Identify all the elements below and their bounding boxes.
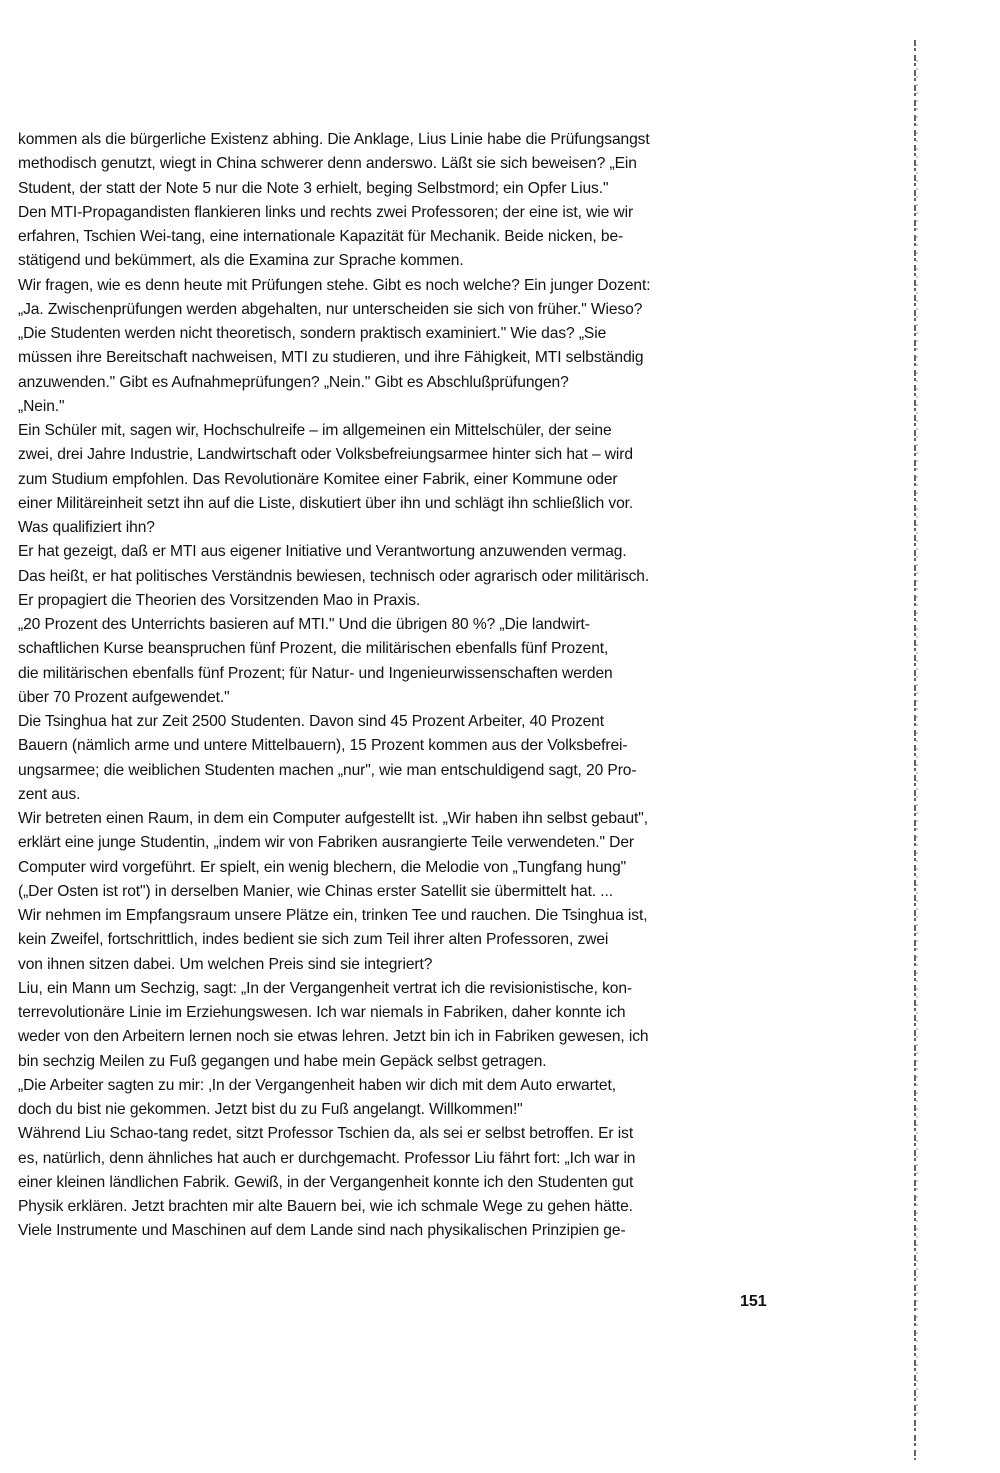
- text-line: Bauern (nämlich arme und untere Mittelbauern), 15 Prozent kommen aus der Volksbefrei-: [18, 737, 628, 755]
- text-line: Während Liu Schao-tang redet, sitzt Professor Tschien da, als sei er selbst betroffen. Er ist: [18, 1125, 634, 1143]
- text-line: Die Tsinghua hat zur Zeit 2500 Studenten. Davon sind 45 Prozent Arbeiter, 40 Prozent: [18, 713, 604, 730]
- text-line: Was qualifiziert ihn?: [18, 519, 155, 536]
- text-line: doch du bist nie gekommen. Jetzt bist du zu Fuß angelangt. Willkommen!": [18, 1101, 523, 1118]
- text-line: Wir fragen, wie es denn heute mit Prüfungen stehe. Gibt es noch welche? Ein junger Dozent:: [18, 276, 651, 294]
- text-line: Das heißt, er hat politisches Verständnis bewiesen, technisch oder agrarisch oder militärisch.: [18, 567, 650, 585]
- text-line: zwei, drei Jahre Industrie, Landwirtschaft oder Volksbefreiungsarmee hinter sich hat – wird: [18, 446, 633, 464]
- text-line: Liu, ein Mann um Sechzig, sagt: „In der Vergangenheit vertrat ich die revisionistische, kon-: [18, 979, 633, 997]
- text-line: erklärt eine junge Studentin, „indem wir von Fabriken ausrangierte Teile verwendeten." Der: [18, 834, 634, 852]
- page-text-block: [18, 128, 818, 1244]
- text-line: Physik erklären. Jetzt brachten mir alte Bauern bei, wie ich schmale Wege zu gehen hätte.: [18, 1198, 633, 1215]
- text-line: ungsarmee; die weiblichen Studenten machen „nur", wie man entschuldigend sagt, 20 Pro-: [18, 761, 637, 779]
- text-line: die militärischen ebenfalls fünf Prozent; für Natur- und Ingenieurwissenschaften werden: [18, 664, 613, 682]
- text-line: schaftlichen Kurse beanspruchen fünf Prozent, die militärischen ebenfalls fünf Prozent,: [18, 640, 609, 658]
- text-line: kommen als die bürgerliche Existenz abhing. Die Anklage, Lius Linie habe die Prüfungsangst: [18, 131, 650, 148]
- text-line: bin sechzig Meilen zu Fuß gegangen und habe mein Gepäck selbst getragen.: [18, 1052, 547, 1070]
- text-line: Er propagiert die Theorien des Vorsitzenden Mao in Praxis.: [18, 591, 421, 609]
- text-line: einer Militäreinheit setzt ihn auf die Liste, diskutiert über ihn und schlägt ihn schließlich vor.: [18, 494, 634, 512]
- text-line: Wir nehmen im Empfangsraum unsere Plätze ein, trinken Tee und rauchen. Die Tsinghua ist,: [18, 907, 648, 924]
- text-line: Er hat gezeigt, daß er MTI aus eigener Initiative und Verantwortung anzuwenden vermag.: [18, 543, 627, 561]
- page-number: 151: [740, 1293, 767, 1310]
- text-line: über 70 Prozent aufgewendet.": [18, 688, 230, 706]
- text-line: einer kleinen ländlichen Fabrik. Gewiß, in der Vergangenheit konnte ich den Studenten gut: [18, 1173, 634, 1191]
- text-line: Viele Instrumente und Maschinen auf dem Lande sind nach physikalischen Prinzipien ge-: [18, 1222, 626, 1240]
- text-line: zent aus.: [18, 785, 81, 803]
- text-line: es, natürlich, denn ähnliches hat auch er durchgemacht. Professor Liu fährt fort: „Ich war in: [18, 1149, 636, 1167]
- text-line: „Die Studenten werden nicht theoretisch, sondern praktisch examiniert." Wie das? „Sie: [18, 325, 607, 342]
- text-line: Ein Schüler mit, sagen wir, Hochschulreife – im allgemeinen ein Mittelschüler, der seine: [18, 422, 612, 439]
- text-line: stätigend und bekümmert, als die Examina zur Sprache kommen.: [18, 252, 464, 270]
- text-line: kein Zweifel, fortschrittlich, indes bedient sie sich zum Teil ihrer alten Professoren, zwei: [18, 931, 609, 949]
- text-line: weder von den Arbeitern lernen noch sie etwas lehren. Jetzt bin ich in Fabriken gewesen, ich: [18, 1028, 649, 1046]
- text-line: zum Studium empfohlen. Das Revolutionäre Komitee einer Fabrik, einer Kommune oder: [18, 470, 618, 488]
- text-line: Den MTI-Propagandisten flankieren links und rechts zwei Professoren; der eine ist, wie wir: [18, 203, 634, 221]
- text-line: „20 Prozent des Unterrichts basieren auf MTI." Und die übrigen 80 %? „Die landwirt-: [18, 616, 590, 633]
- scan-edge-shadow: [908, 40, 922, 1460]
- text-line: von ihnen sitzen dabei. Um welchen Preis sind sie integriert?: [18, 955, 433, 973]
- text-line: („Der Osten ist rot") in derselben Manier, wie Chinas erster Satellit sie übermittelt hat. ...: [18, 882, 613, 900]
- text-line: methodisch genutzt, wiegt in China schwerer denn anderswo. Läßt sie sich beweisen? „Ein: [18, 155, 637, 173]
- text-line: anzuwenden." Gibt es Aufnahmeprüfungen? „Nein." Gibt es Abschlußprüfungen?: [18, 373, 569, 391]
- text-line: „Nein.": [18, 397, 65, 415]
- text-line: „Ja. Zwischenprüfungen werden abgehalten, nur unterscheiden sie sich von früher." Wieso?: [18, 300, 643, 318]
- text-line: Student, der statt der Note 5 nur die Note 3 erhielt, beging Selbstmord; ein Opfer Lius.": [18, 179, 609, 197]
- text-line: Computer wird vorgeführt. Er spielt, ein wenig blechern, die Melodie von „Tungfang hung": [18, 858, 627, 876]
- text-line: „Die Arbeiter sagten zu mir: ‚In der Vergangenheit haben wir dich mit dem Auto erwartet,: [18, 1076, 616, 1094]
- text-line: müssen ihre Bereitschaft nachweisen, MTI zu studieren, und ihre Fähigkeit, MTI selbständig: [18, 349, 644, 367]
- text-line: terrevolutionäre Linie im Erziehungswesen. Ich war niemals in Fabriken, daher konnte ich: [18, 1004, 626, 1021]
- text-line: erfahren, Tschien Wei-tang, eine internationale Kapazität für Mechanik. Beide nicken, be-: [18, 228, 624, 245]
- text-line: Wir betreten einen Raum, in dem ein Computer aufgestellt ist. „Wir haben ihn selbst gebaut",: [18, 810, 648, 827]
